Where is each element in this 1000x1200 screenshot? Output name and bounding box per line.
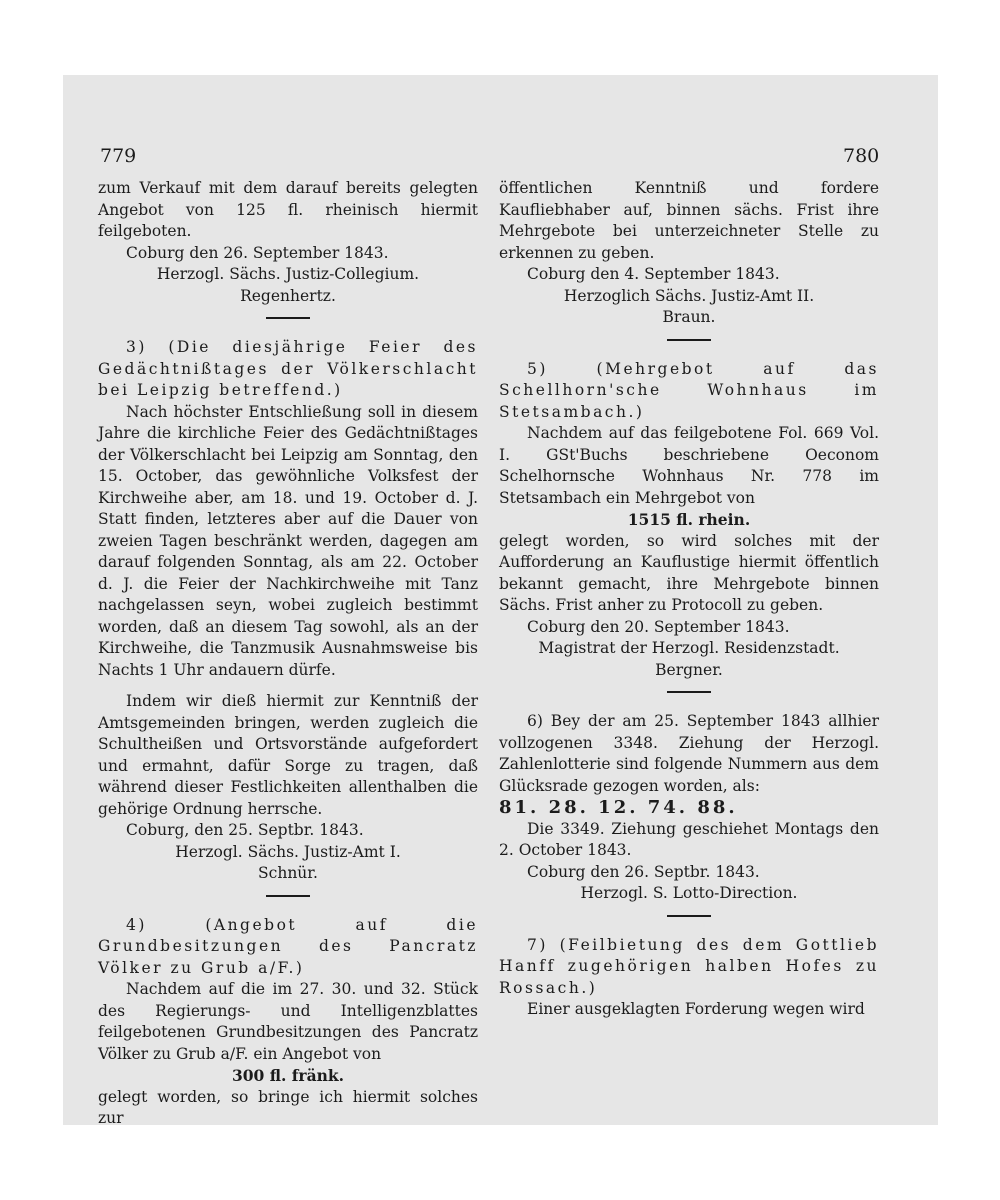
signature: Braun.: [662, 308, 716, 326]
separator-rule: [667, 691, 711, 693]
notice-heading-3: 3) (Die diesjährige Feier des Gedächtnißtages der Völkerschlacht bei Leipzig betreffend.): [98, 338, 478, 399]
separator-rule: [266, 895, 310, 897]
continued-text: zum Verkauf mit dem darauf bereits gelegten Angebot von 125 fl. rheinisch hiermit feilgeboten.: [98, 179, 478, 240]
separator-rule: [266, 317, 310, 319]
notice-body-3b: Indem wir dieß hiermit zur Kenntniß der Amtsgemeinden bringen, werden zugleich die Schultheißen und Ortsvorstände aufgefordert und ermahnt, dafür Sorge zu tragen, daß während dieser Festlichkeiten allenthalben die gehörige Ordnung herrsche.: [98, 692, 478, 818]
authority-line: Herzoglich Sächs. Justiz-Amt II.: [563, 286, 815, 305]
offer-amount: 300 fl. fränk.: [231, 1066, 345, 1085]
signature: Bergner.: [655, 660, 723, 679]
authority-line: Herzogl. S. Lotto-Direction.: [580, 884, 798, 902]
notice-body-5: Nachdem auf das feilgebotene Fol. 669 Vol. I. GSt'Buchs beschriebene Oeconom Schelhornsche Wohnhaus Nr. 778 im Stetsambach ein Mehrgebot von: [499, 424, 879, 507]
separator-rule: [667, 915, 711, 917]
page-number-left: 779: [100, 145, 137, 167]
authority-line: Magistrat der Herzogl. Residenzstadt.: [538, 639, 840, 657]
left-column: [98, 178, 478, 1130]
right-column: [499, 178, 879, 1021]
date-line: Coburg, den 25. Septbr. 1843.: [126, 821, 364, 839]
date-line: Coburg den 4. September 1843.: [527, 265, 780, 283]
notice-heading-5: 5) (Mehrgebot auf das Schellhorn'sche Wohnhaus im Stetsambach.): [499, 359, 879, 421]
lottery-numbers: 81. 28. 12. 74. 88.: [499, 797, 738, 818]
signature: Regenhertz.: [240, 286, 336, 305]
notice-body-7: Einer ausgeklagten Forderung wegen wird: [527, 1000, 865, 1018]
separator-rule: [667, 339, 711, 341]
notice-body-5b: gelegt worden, so wird solches mit der Aufforderung an Kauflustige hiermit öffentlich bekannt gemacht, ihre Mehrgebote binnen Sächs. Frist anher zu Protocoll zu geben.: [499, 531, 879, 614]
notice-body-4: Nachdem auf die im 27. 30. und 32. Stück des Regierungs- und Intelligenzblattes feilgebotenen Grundbesitzungen des Pancratz Völker zu Grub a/F. ein Angebot von: [98, 980, 478, 1063]
notice-heading-7: 7) (Feilbietung des dem Gottlieb Hanff zugehörigen halben Hofes zu Rossach.): [499, 935, 879, 997]
offer-amount: 1515 fl. rhein.: [627, 510, 751, 529]
authority-line: Herzogl. Sächs. Justiz-Amt I.: [175, 842, 401, 861]
date-line: Coburg den 20. September 1843.: [527, 617, 790, 636]
continued-text: öffentlichen Kenntniß und fordere Kaufliebhaber auf, binnen sächs. Frist ihre Mehrgebote bei unterzeichneter Stelle zu erkennen zu geben.: [499, 179, 879, 262]
notice-heading-4: 4) (Angebot auf die Grundbesitzungen des Pancratz Völker zu Grub a/F.): [98, 915, 478, 977]
notice-body-6: 6) Bey der am 25. September 1843 allhier vollzogenen 3348. Ziehung der Herzogl. Zahlenlotterie sind folgende Nummern aus dem Glücksrade gezogen worden, als:: [499, 712, 879, 795]
page-number-right: 780: [843, 145, 880, 167]
authority-line: Herzogl. Sächs. Justiz-Collegium.: [156, 265, 420, 283]
notice-body-6b: Die 3349. Ziehung geschiehet Montags den 2. October 1843.: [499, 819, 879, 859]
date-line: Coburg den 26. September 1843.: [126, 243, 389, 262]
notice-body-3a: Nach höchster Entschließung soll in diesem Jahre die kirchliche Feier des Gedächtnißtages der Völkerschlacht bei Leipzig am Sonntag, den 15. October, das gewöhnliche Volksfest der Kirchweihe aber, am 18. und 19. October d. J. Statt finden, letzteres aber auf die Dauer von zweien Tagen beschränkt werden, dagegen am darauf folgenden Sonntag, als am 22. October d. J. die Feier der Nachkirchweihe mit Tanz nachgelassen seyn, wobei zugleich bestimmt worden, daß an diesem Tag sowohl, als an der Kirchweihe, die Tanzmusik Ausnahmsweise bis Nachts 1 Uhr andauern dürfe.: [98, 402, 478, 679]
notice-body-4b: gelegt worden, so bringe ich hiermit solches zur: [98, 1087, 478, 1127]
date-line: Coburg den 26. Septbr. 1843.: [527, 862, 760, 881]
signature: Schnür.: [258, 864, 318, 882]
